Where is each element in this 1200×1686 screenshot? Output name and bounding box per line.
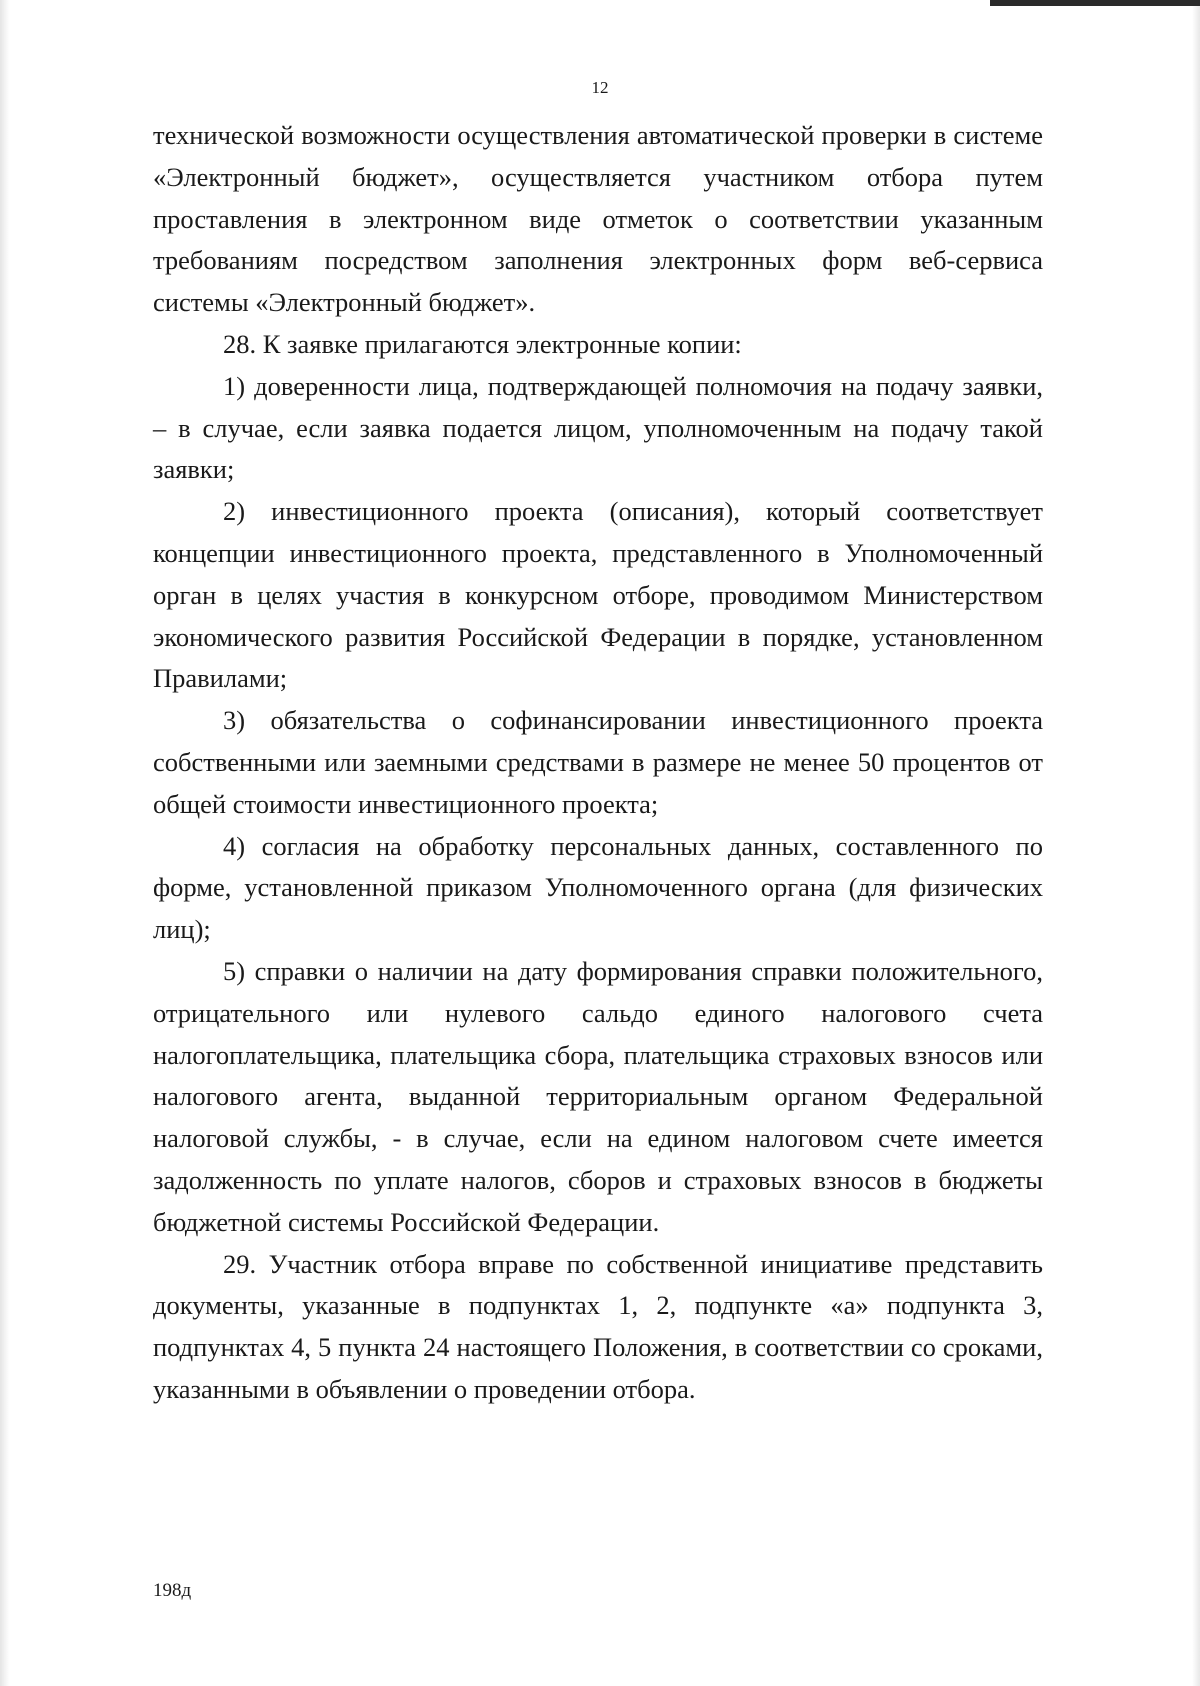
scan-edge-right bbox=[1192, 0, 1200, 1686]
scan-edge-top bbox=[990, 0, 1200, 6]
paragraph: 2) инвестиционного проекта (описания), который соответствует концепции инвестиционного проекта, представленного в Уполномоченный орган в целях участия в конкурсном отборе, проводимом Министерством экономического развития Российской Федерации в порядке, установленном Правилами; bbox=[153, 496, 1043, 694]
scan-edge-left bbox=[0, 0, 10, 1686]
paragraph: 3) обязательства о софинансировании инвестиционного проекта собственными или заемными средствами в размере не менее 50 процентов от общей стоимости инвестиционного проекта; bbox=[153, 705, 1043, 819]
document-code: 198д bbox=[153, 1580, 192, 1601]
page-number: 12 bbox=[591, 78, 609, 97]
document-body bbox=[153, 115, 1043, 1411]
paragraph: 28. К заявке прилагаются электронные копии: bbox=[223, 328, 742, 359]
paragraph: 29. Участник отбора вправе по собственной инициативе представить документы, указанные в подпунктах 1, 2, подпункте «а» подпункта 3, подпунктах 4, 5 пункта 24 настоящего Положения, в соответствии со сроками, указанными в объявлении о проведении отбора. bbox=[153, 1248, 1043, 1404]
paragraph: технической возможности осуществления автоматической проверки в системе «Электронный бюджет», осуществляется участником отбора путем проставления в электронном виде отметок о соответствии указанным требованиям посредством заполнения электронных форм веб-сервиса системы «Электронный бюджет». bbox=[153, 120, 1043, 318]
paragraph: 4) согласия на обработку персональных данных, составленного по форме, установленной приказом Уполномоченного органа (для физических лиц); bbox=[153, 830, 1043, 945]
paragraph: 5) справки о наличии на дату формирования справки положительного, отрицательного или нулевого сальдо единого налогового счета налогоплательщика, плательщика сбора, плательщика страховых взносов или налогового агента, выданной территориальным органом Федеральной налоговой службы, - в случае, если на едином налоговом счете имеется задолженность по уплате налогов, сборов и страховых взносов в бюджеты бюджетной системы Российской Федерации. bbox=[153, 955, 1043, 1237]
paragraph: 1) доверенности лица, подтверждающей полномочия на подачу заявки, – в случае, если заявка подается лицом, уполномоченным на подачу такой заявки; bbox=[153, 370, 1043, 485]
